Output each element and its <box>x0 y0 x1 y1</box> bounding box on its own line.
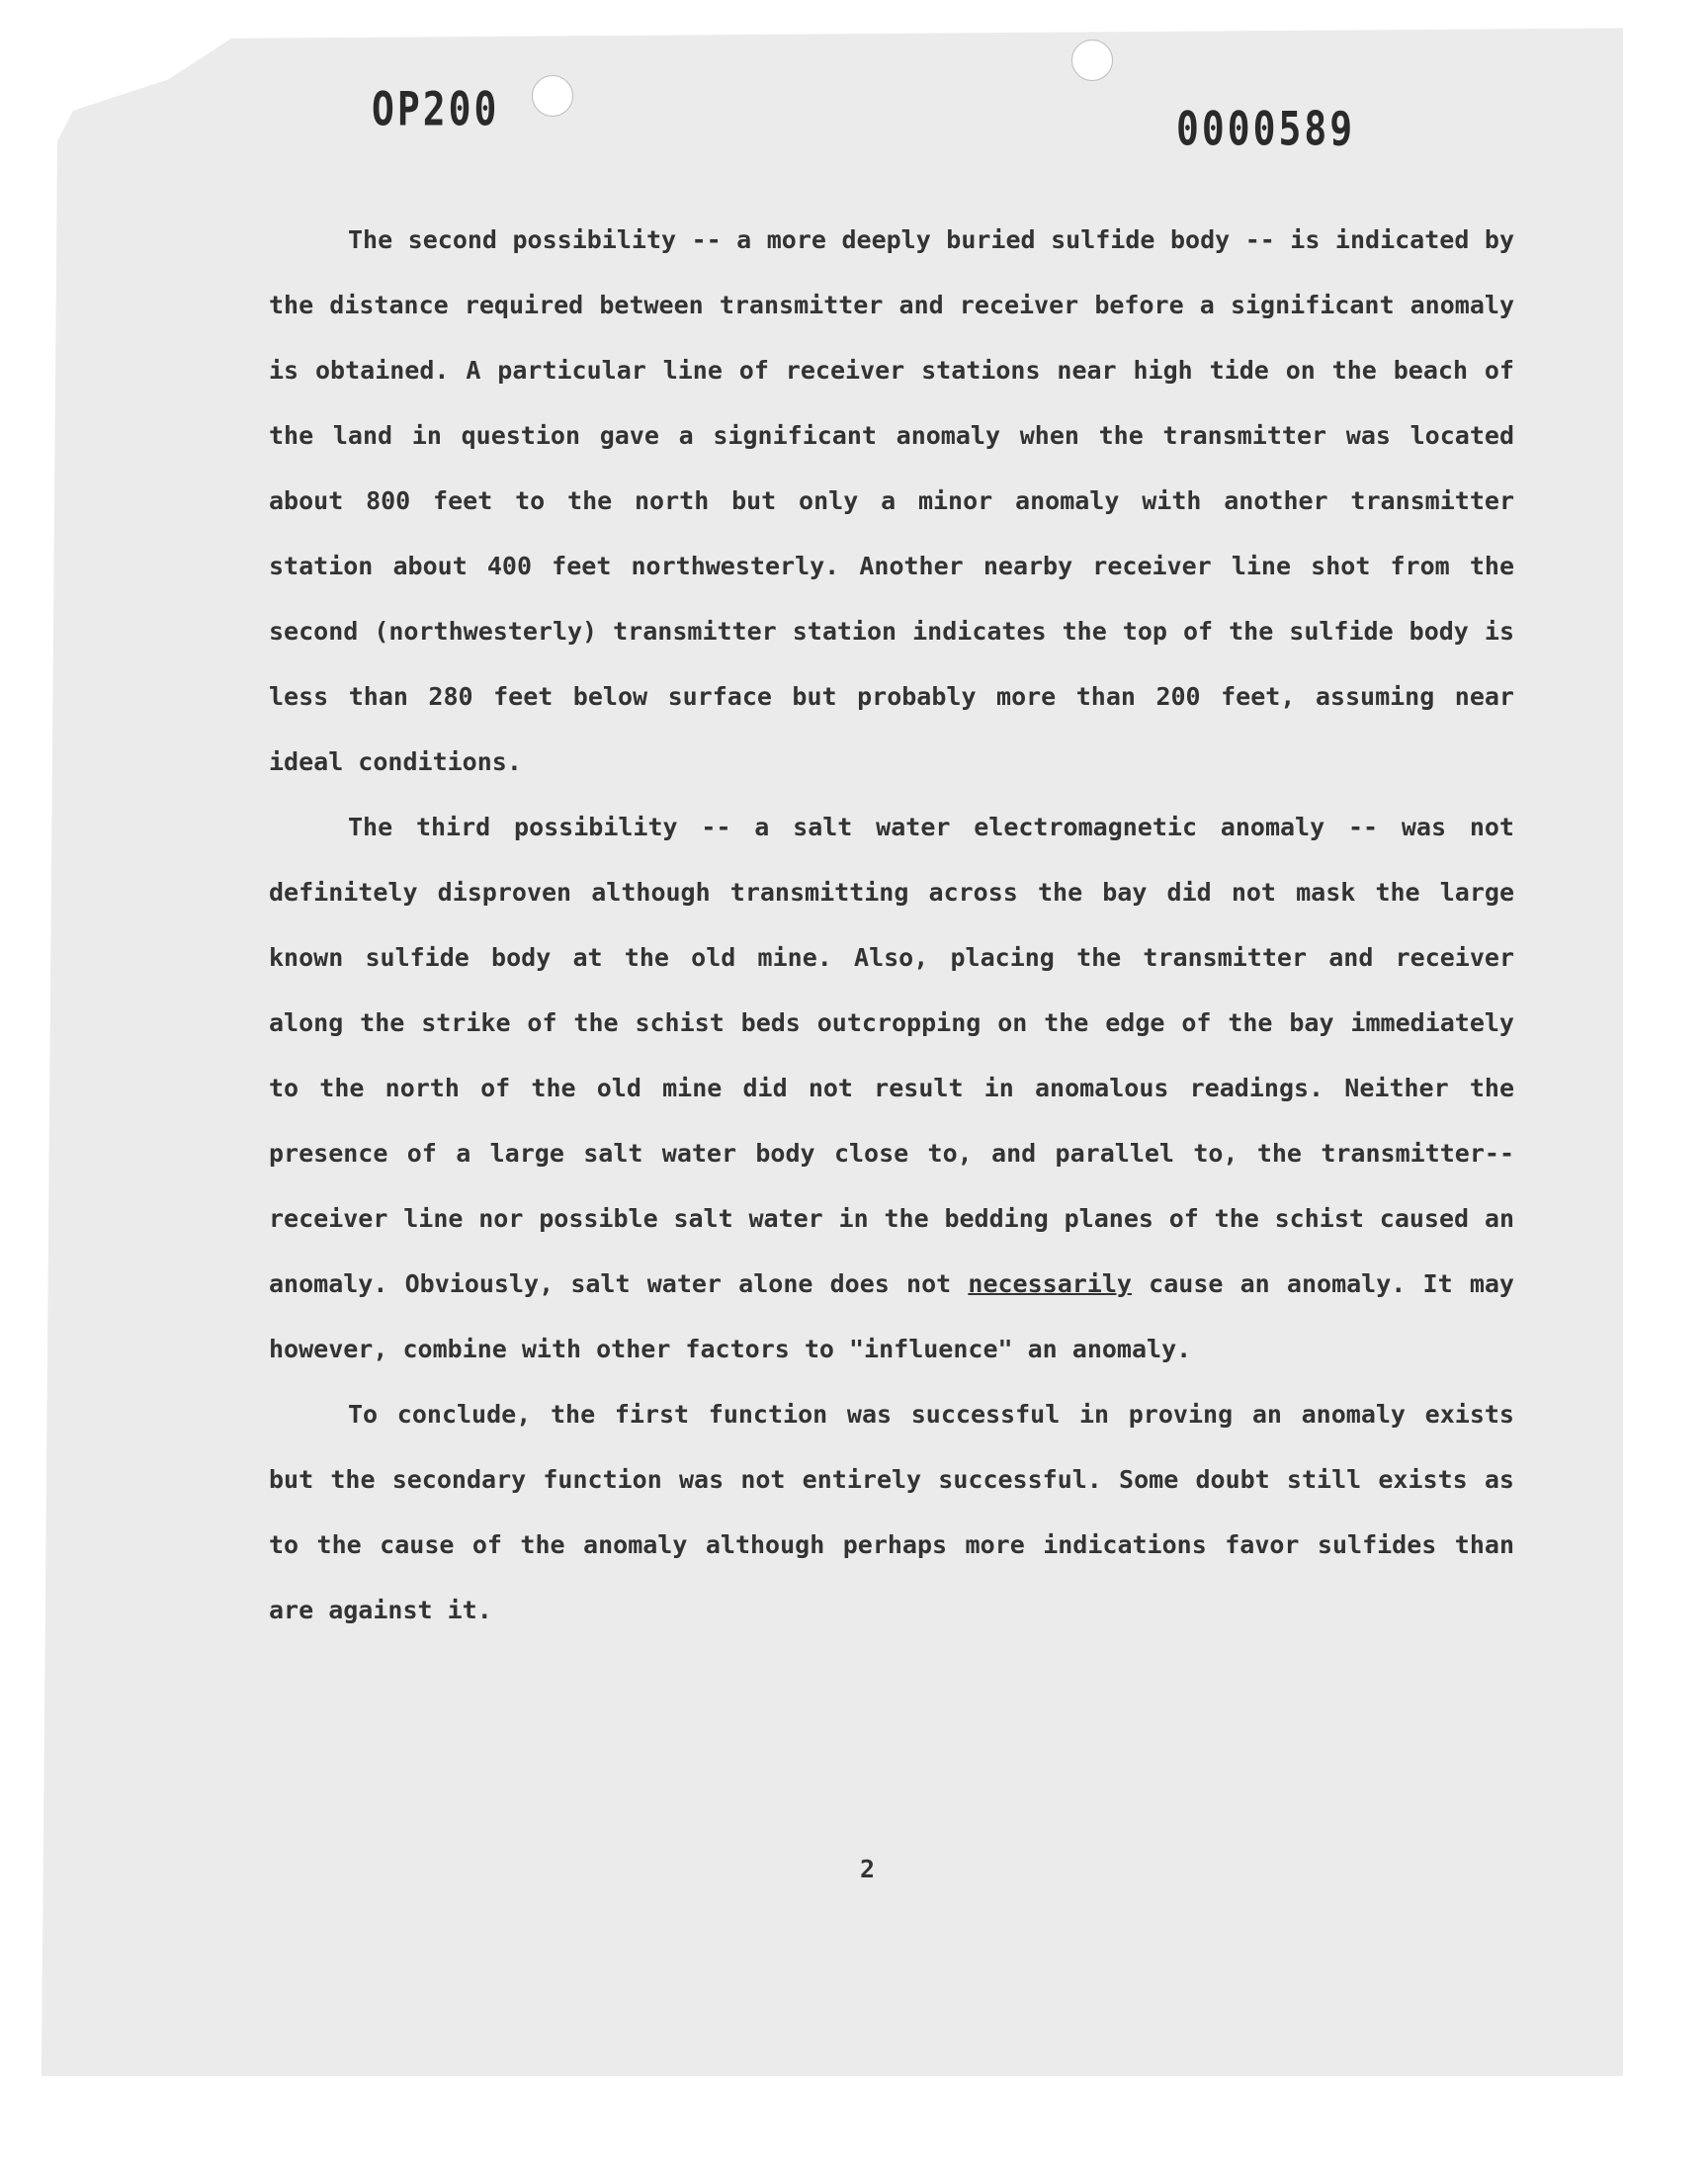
paragraph-2 <box>269 795 1514 1382</box>
document-number-stamp: 0000589 <box>1176 101 1356 156</box>
paragraph-2-text-before: The third possibility -- a salt water electromagnetic anomaly -- was not definitely disproven although transmitting across the bay did not mask the large known sulfide body at the old mine. Also, placing the transmitter and receiver along the strike of the schist beds outcropping on the edge of the bay immediately to the north of the old mine did not result in anomalous readings. Neither the presence of a large salt water body close to, and parallel to, the transmitter--receiver line nor possible salt water in the bedding planes of the schist caused an anomaly. Obviously, salt water alone does not <box>269 813 1514 1298</box>
paragraph-3: To conclude, the first function was successful in proving an anomaly exists but the secondary function was not entirely successful. Some doubt still exists as to the cause of the anomaly although perhaps more indications favor sulfides than are against it. <box>269 1400 1514 1624</box>
page-number: 2 <box>860 1855 876 1883</box>
paragraph-1: The second possibility -- a more deeply buried sulfide body -- is indicated by the distance required between transmitter and receiver before a significant anomaly is obtained. A particular line of receiver stations near high tide on the beach of the land in question gave a significant anomaly when the transmitter was located about 800 feet to the north but only a minor anomaly with another transmitter station about 400 feet northwesterly. Another nearby receiver line shot from the second (northwesterly) transmitter station indicates the top of the sulfide body is less than 280 feet below surface but probably more than 200 feet, assuming near ideal conditions. <box>269 225 1514 776</box>
left-stamp: OP200 <box>372 81 500 136</box>
body-text <box>269 208 1514 1643</box>
paragraph-2-text-after: cause an anomaly. It may however, combine with other factors to "influence" an anomaly. <box>269 1269 1514 1363</box>
punch-hole-left <box>532 75 573 117</box>
punch-hole-right <box>1071 40 1113 81</box>
underlined-word: necessarily <box>968 1269 1132 1298</box>
